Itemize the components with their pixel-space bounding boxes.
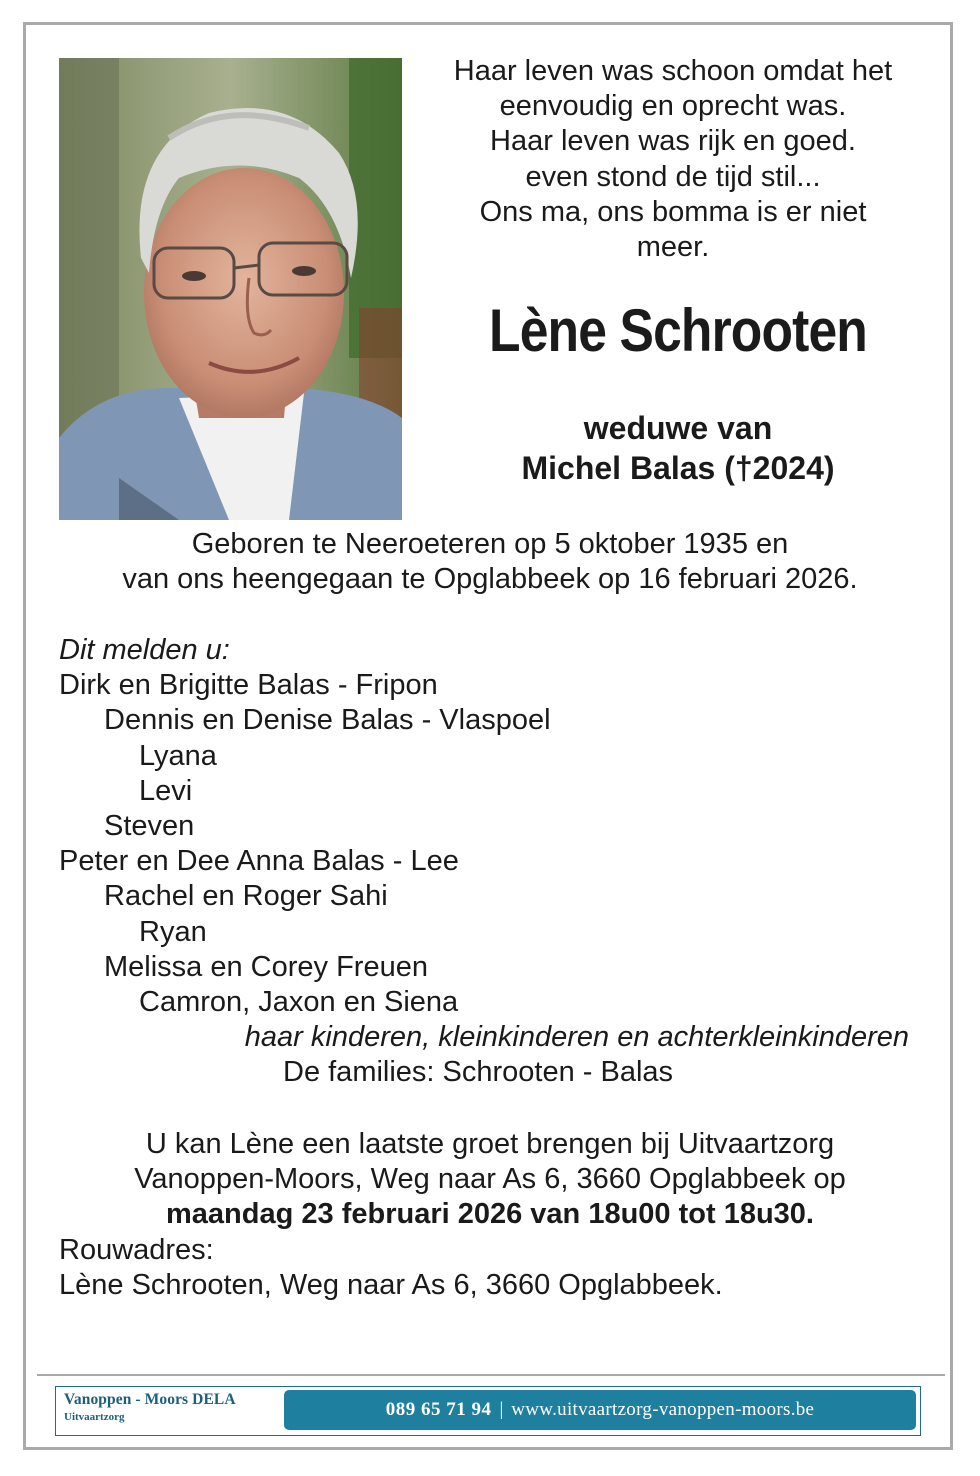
poem-line: even stond de tijd stil... xyxy=(525,160,821,193)
poem-line: Ons ma, ons bomma is er niet xyxy=(479,195,867,228)
family-member: Ryan xyxy=(139,915,207,948)
memorial-poem xyxy=(428,54,918,265)
poem-line: meer. xyxy=(636,231,710,264)
contact-separator: | xyxy=(499,1399,504,1420)
poem-line: Haar leven was schoon omdat het xyxy=(453,55,893,87)
family-member: Steven xyxy=(104,809,195,842)
funeral-home-footer xyxy=(55,1386,921,1436)
family-member: Dennis en Denise Balas - Vlaspoel xyxy=(104,704,551,737)
brand-subtitle: Uitvaartzorg xyxy=(64,1411,125,1423)
visitation-info xyxy=(0,1127,980,1233)
family-announcement xyxy=(59,633,939,1090)
family-member: Lyana xyxy=(139,739,217,772)
family-member: Peter en Dee Anna Balas - Lee xyxy=(59,845,459,878)
widow-label: weduwe van xyxy=(583,410,773,446)
widow-block xyxy=(428,408,928,488)
poem-line: eenvoudig en oprecht was. xyxy=(499,90,847,123)
address-label: Rouwadres: xyxy=(59,1234,214,1266)
portrait-photo xyxy=(59,58,402,520)
death-line: van ons heengegaan te Opglabbeek op 16 februari 2026. xyxy=(122,563,858,595)
family-member: Camron, Jaxon en Siena xyxy=(139,985,459,1018)
visit-line: Vanoppen-Moors, Weg naar As 6, 3660 Opglabbeek op xyxy=(134,1163,846,1196)
phone-number[interactable]: 089 65 71 94 xyxy=(385,1399,492,1420)
website-link[interactable]: www.uitvaartzorg-vanoppen-moors.be xyxy=(511,1399,815,1420)
family-member: Rachel en Roger Sahi xyxy=(104,880,388,913)
deceased-name: Lène Schrooten xyxy=(489,297,867,364)
visit-datetime: maandag 23 februari 2026 van 18u00 tot 18u30. xyxy=(166,1198,814,1231)
family-member: Dirk en Brigitte Balas - Fripon xyxy=(59,669,438,702)
mourning-address xyxy=(59,1233,939,1303)
birth-line: Geboren te Neeroeteren op 5 oktober 1935 en xyxy=(191,528,789,560)
funeral-home-logo xyxy=(64,1391,284,1423)
poem-line: Haar leven was rijk en goed. xyxy=(490,125,856,158)
family-member: Melissa en Corey Freuen xyxy=(104,950,428,983)
brand-name: Vanoppen - Moors DELA xyxy=(64,1391,236,1408)
footer-divider xyxy=(37,1374,945,1376)
visit-line: U kan Lène een laatste groet brengen bij Uitvaartzorg xyxy=(145,1128,835,1160)
family-member: Levi xyxy=(139,774,193,807)
spouse-name: Michel Balas (†2024) xyxy=(521,450,835,486)
relation-line: haar kinderen, kleinkinderen en achterkleinkinderen xyxy=(244,1021,909,1054)
announcement-intro: Dit melden u: xyxy=(59,634,230,666)
families-line: De families: Schrooten - Balas xyxy=(283,1056,674,1089)
life-dates xyxy=(0,527,980,597)
address-value: Lène Schrooten, Weg naar As 6, 3660 Opglabbeek. xyxy=(59,1269,723,1302)
contact-bar xyxy=(284,1390,916,1430)
